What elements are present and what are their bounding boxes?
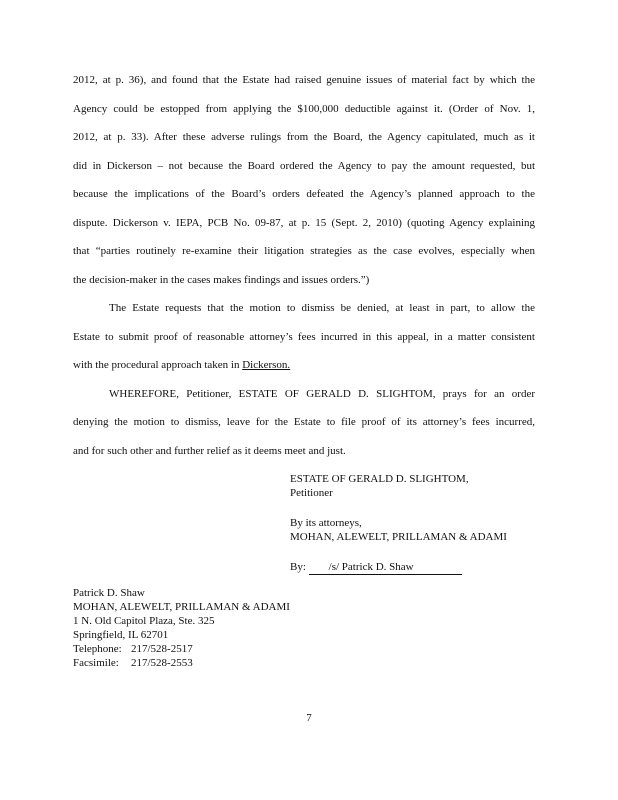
by-label: By: (290, 561, 306, 573)
dickerson-citation: Dickerson. (242, 359, 291, 371)
body-line: Agency could be estopped from applying the $100,000 deductible against it. (Order of Nov. 1, (73, 102, 535, 115)
page-number: 7 (306, 712, 312, 724)
by-attorneys: By its attorneys, (290, 517, 362, 529)
electronic-signature: /s/ Patrick D. Shaw (309, 560, 462, 575)
party-name: ESTATE OF GERALD D. SLIGHTOM, (290, 473, 469, 485)
firm-name: MOHAN, ALEWELT, PRILLAMAN & ADAMI (290, 531, 507, 543)
request-line-prefix: with the procedural approach taken in (73, 359, 243, 371)
request-paragraph-line: The Estate requests that the motion to dismiss be denied, at least in part, to allow the (109, 302, 535, 314)
body-line: 2012, at p. 33). After these adverse rulings from the Board, the Agency capitulated, much as it (73, 131, 535, 143)
body-line: 2012, at p. 36), and found that the Estate had raised genuine issues of material fact by which the (73, 74, 535, 86)
address-line-2: Springfield, IL 62701 (73, 629, 169, 641)
request-paragraph-line: Estate to submit proof of reasonable attorney’s fees incurred in this appeal, in a matter consistent (73, 330, 535, 343)
body-line: dispute. Dickerson v. IEPA, PCB No. 09-87, at p. 15 (Sept. 2, 2010) (quoting Agency explaining (73, 216, 535, 229)
wherefore-line: denying the motion to dismiss, leave for the Estate to file proof of its attorney’s fees incurred, (73, 416, 535, 428)
telephone-number: 217/528-2517 (131, 643, 193, 655)
counsel-contact (73, 586, 290, 670)
body-line: did in Dickerson – not because the Board ordered the Agency to pay the amount requested, but (73, 159, 535, 172)
counsel-firm: MOHAN, ALEWELT, PRILLAMAN & ADAMI (73, 601, 290, 613)
body-line: the decision-maker in the cases makes findings and issues orders.”) (73, 273, 370, 286)
wherefore-line: WHEREFORE, Petitioner, ESTATE OF GERALD D. SLIGHTOM, prays for an order (109, 387, 535, 400)
party-role: Petitioner (290, 487, 333, 499)
signature-line (290, 560, 530, 575)
request-paragraph-line (73, 356, 535, 385)
signature-block (290, 472, 530, 575)
body-text (73, 71, 535, 470)
wherefore-line: and for such other and further relief as it deems meet and just. (73, 444, 346, 457)
telephone-row (73, 642, 290, 656)
body-line: because the implications of the Board’s orders defeated the Agency’s planned approach to the (73, 188, 535, 200)
body-line: that “parties routinely re-examine their litigation strategies as the case evolves, especially when (73, 245, 535, 257)
address-line-1: 1 N. Old Capitol Plaza, Ste. 325 (73, 615, 215, 627)
facsimile-row (73, 656, 290, 670)
telephone-label: Telephone: (73, 643, 122, 655)
facsimile-number: 217/528-2553 (131, 657, 193, 669)
attorney-name: Patrick D. Shaw (73, 587, 145, 599)
facsimile-label: Facsimile: (73, 657, 119, 669)
